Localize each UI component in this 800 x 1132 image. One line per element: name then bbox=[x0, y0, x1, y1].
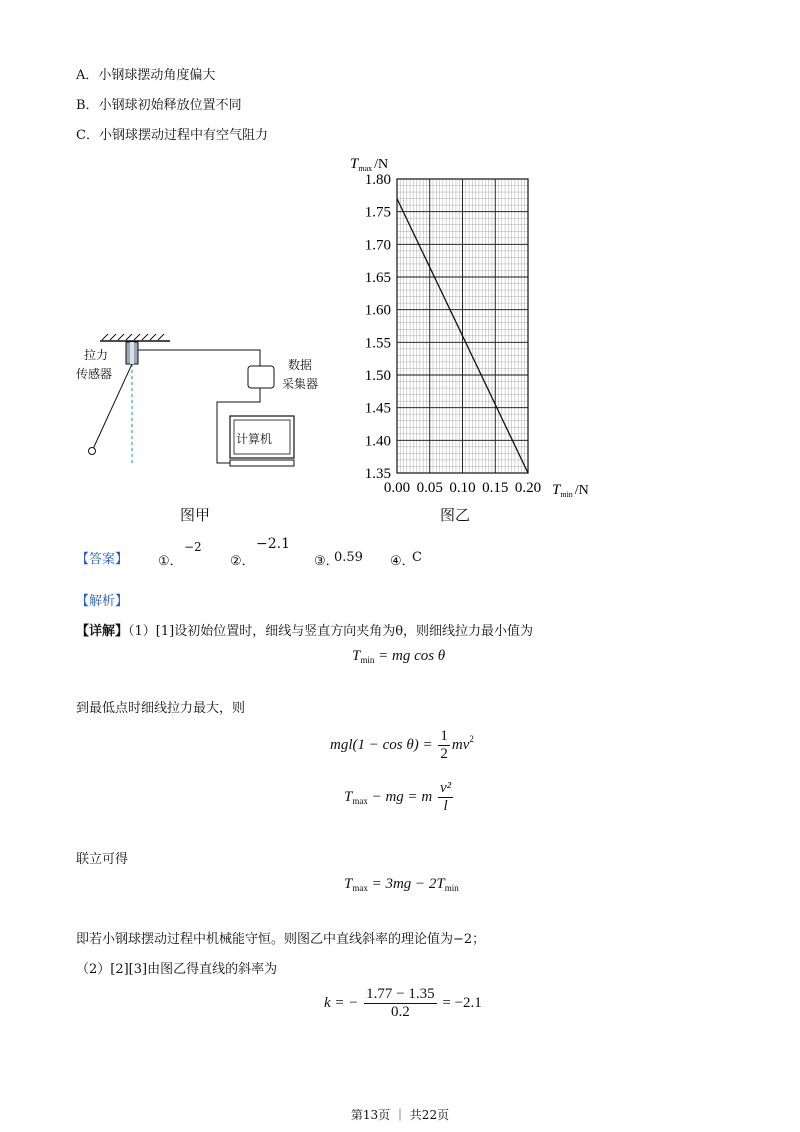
y-tick-label: 1.80 bbox=[364, 172, 391, 188]
eq2-sup: 2 bbox=[469, 733, 474, 744]
option-b-text: 小钢球初始释放位置不同 bbox=[98, 98, 242, 113]
answer-val-1: −2 bbox=[184, 540, 202, 554]
eq4-lhs: T bbox=[344, 876, 353, 892]
eq5-lhs: k = − bbox=[324, 994, 359, 1011]
detail-tag: 【详解】 bbox=[76, 624, 129, 639]
y-tick-label: 1.40 bbox=[364, 433, 391, 450]
eq3-lhs: T bbox=[344, 788, 353, 805]
detail-line-3: 联立可得 bbox=[76, 852, 129, 867]
eq3-mid: − mg = m bbox=[371, 788, 433, 805]
answer-num-4: ④． bbox=[390, 554, 415, 569]
answer-num-2: ②． bbox=[230, 554, 255, 569]
y-tick-label: 1.55 bbox=[364, 335, 391, 352]
wire-sensor-collector bbox=[138, 350, 260, 367]
option-a-text: 小钢球摆动角度偏大 bbox=[98, 68, 216, 83]
computer-label: 计算机 bbox=[236, 432, 273, 446]
x-tick-label: 0.00 bbox=[383, 480, 411, 496]
sensor-label-2: 传感器 bbox=[76, 367, 113, 381]
option-c-label: C． bbox=[76, 128, 99, 143]
eq4-sub2: min bbox=[444, 883, 459, 893]
x-tick-label: 0.15 bbox=[482, 480, 509, 496]
force-sensor-highlight bbox=[130, 342, 134, 364]
eq2-frac-den: 2 bbox=[440, 746, 448, 762]
equation-5 bbox=[324, 986, 482, 1021]
answer-val-2: −2.1 bbox=[256, 536, 290, 552]
eq5-rhs: = −2.1 bbox=[442, 994, 482, 1011]
eq5-frac-num: 1.77 − 1.35 bbox=[366, 986, 435, 1002]
y-tick-label: 1.50 bbox=[364, 368, 391, 384]
answer-val-4: C bbox=[412, 550, 422, 565]
x-tick-label: 0.20 bbox=[514, 480, 542, 496]
apparatus-diagram bbox=[70, 330, 350, 480]
answer-num-1: ①． bbox=[158, 554, 183, 569]
y-tick-label: 1.35 bbox=[364, 466, 391, 482]
y-tick-label: 1.45 bbox=[364, 400, 391, 417]
equation-1 bbox=[352, 648, 445, 665]
detail-line-5: （2）[2][3]由图乙得直线的斜率为 bbox=[76, 962, 278, 977]
eq3-fraction bbox=[438, 780, 453, 815]
ceiling-hatch bbox=[102, 334, 164, 340]
y-tick-label: 1.65 bbox=[364, 270, 391, 286]
equation-4 bbox=[344, 876, 459, 893]
eq5-fraction bbox=[364, 986, 436, 1021]
data-collector bbox=[248, 366, 274, 388]
detail-line-4: 即若小钢球摆动过程中机械能守恒。则图乙中直线斜率的理论值为−2； bbox=[76, 932, 486, 947]
chart-y-axis-label: $T_{max}$ /N bbox=[350, 156, 389, 173]
equation-2 bbox=[330, 728, 474, 763]
page-footer: 第13页 ｜ 共22页 bbox=[350, 1108, 450, 1122]
eq2-rhs: mv bbox=[451, 736, 470, 753]
eq3-frac-den: l bbox=[443, 798, 448, 814]
chart-tmax-tmin bbox=[340, 150, 620, 510]
detail-text-1: （1）[1]设初始位置时，细线与竖直方向夹角为θ，则细线拉力最小值为 bbox=[128, 624, 534, 639]
answer-num-3: ③． bbox=[314, 554, 339, 569]
equation-3 bbox=[344, 780, 455, 815]
y-tick-label: 1.75 bbox=[364, 204, 391, 221]
option-a-label: A． bbox=[76, 68, 99, 83]
option-b-label: B． bbox=[76, 98, 99, 113]
collector-label-2: 采集器 bbox=[282, 377, 319, 391]
figure-right-caption: 图乙 bbox=[440, 506, 471, 524]
steel-ball bbox=[89, 448, 96, 455]
y-tick-label: 1.60 bbox=[364, 302, 391, 319]
eq1-rhs: = mg cos θ bbox=[378, 648, 446, 664]
collector-label-1: 数据 bbox=[288, 358, 313, 372]
chart-tick-labels bbox=[365, 172, 541, 496]
answer-val-3: 0.59 bbox=[334, 550, 363, 565]
figure-left-caption: 图甲 bbox=[180, 506, 211, 524]
eq4-mid: = 3mg − 2T bbox=[371, 876, 445, 892]
x-tick-label: 0.05 bbox=[416, 480, 443, 496]
detail-line-2: 到最低点时细线拉力最大，则 bbox=[76, 701, 246, 716]
answer-tag: 【答案】 bbox=[76, 552, 129, 567]
option-a bbox=[76, 64, 215, 83]
computer-keyboard bbox=[230, 460, 294, 466]
analysis-tag: 【解析】 bbox=[76, 594, 129, 609]
chart-x-axis-label: $T_{min}$ /N bbox=[552, 482, 589, 499]
x-tick-label: 0.10 bbox=[449, 480, 476, 496]
sensor-label-1: 拉力 bbox=[84, 348, 109, 362]
eq2-frac-num: 1 bbox=[440, 728, 448, 744]
option-b bbox=[76, 94, 242, 113]
y-tick-label: 1.70 bbox=[364, 237, 391, 254]
eq5-frac-den: 0.2 bbox=[391, 1004, 410, 1020]
option-c-text: 小钢球摆动过程中有空气阻力 bbox=[98, 128, 268, 143]
detail-line-1 bbox=[76, 620, 533, 639]
eq1-sub: min bbox=[360, 655, 375, 665]
eq3-sub: max bbox=[352, 795, 368, 806]
eq3-frac-num: v² bbox=[440, 780, 452, 796]
eq4-sub: max bbox=[352, 883, 368, 893]
option-c bbox=[76, 124, 268, 143]
eq1-lhs: T bbox=[352, 648, 361, 664]
eq2-lhs: mgl(1 − cos θ) = bbox=[330, 736, 433, 753]
eq2-fraction bbox=[438, 728, 450, 763]
